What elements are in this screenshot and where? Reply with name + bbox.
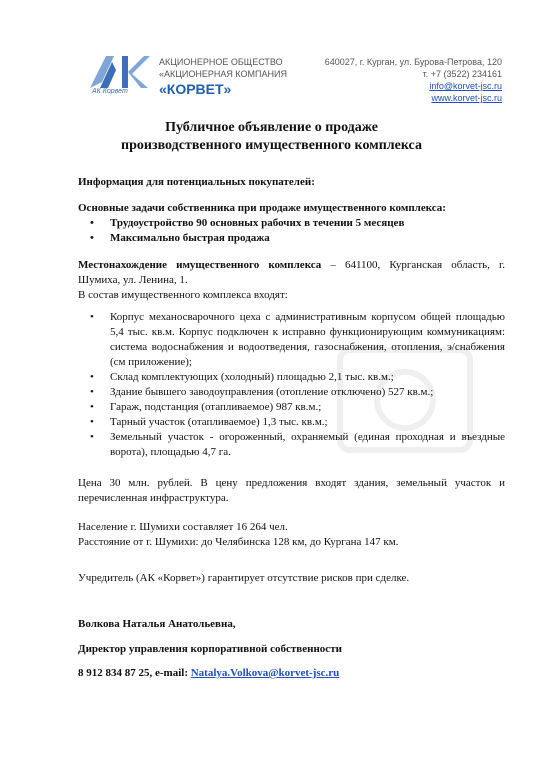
signatory-position: Директор управления корпоративной собственности [78, 643, 342, 655]
company-name: «КОРВЕТ» [159, 81, 232, 97]
location-paragraph [78, 258, 505, 303]
document-title [0, 119, 543, 155]
company-website-link[interactable]: www.korvet-jsc.ru [431, 93, 502, 103]
composition-item: • Корпус механосварочного цеха с административным корпусом общей площадью 5,4 тыс. кв.м. Корпус подключен к исправно функционирующим коммуникациям: система водоснабжения и водоотведения, газоснабжения, отопления, э/снабжения (см приложение); [110, 310, 505, 370]
signatory-phone: 8 912 834 87 25, [78, 667, 153, 679]
letterhead [0, 0, 543, 110]
composition-section [78, 310, 505, 460]
company-block [159, 56, 287, 98]
title-line-2: производственного имущественного комплекса [121, 138, 422, 153]
composition-item: • Земельный участок - огороженный, охраняемый (единая проходная и въездные ворота), площадью 4,7 га. [110, 430, 505, 460]
tasks-heading: Основные задачи собственника при продаже имущественного комплекса: [78, 202, 446, 214]
company-line-1: АКЦИОНЕРНОЕ ОБЩЕСТВО [159, 57, 283, 67]
company-email-link[interactable]: info@korvet-jsc.ru [429, 81, 502, 91]
tasks-section [78, 201, 505, 246]
signatory-name: Волкова Наталья Анатольевна, [78, 618, 236, 630]
location-label: Местонахождение имущественного комплекса [78, 259, 322, 271]
info-heading: Информация для потенциальных покупателей: [78, 176, 315, 188]
tasks-list [78, 216, 505, 246]
signatory-email-link[interactable]: Natalya.Volkova@korvet-jsc.ru [190, 667, 340, 679]
company-phone: т. +7 (3522) 234161 [422, 69, 502, 79]
composition-item: • Гараж, подстанция (отапливаемое) 987 кв.м.; [110, 400, 505, 415]
composition-list [78, 310, 505, 460]
population-text: Население г. Шумихи составляет 16 264 чел. [78, 521, 288, 533]
company-address: 640027, г. Курган, ул. Бурова-Петрова, 120 [324, 57, 502, 67]
logo-caption: АК Корвет [92, 88, 128, 95]
company-line-2: «АКЦИОНЕРНАЯ КОМПАНИЯ [159, 69, 287, 79]
task-item: • Трудоустройство 90 основных рабочих в течении 5 месяцев [110, 216, 505, 231]
composition-item: • Склад комплектующих (холодный) площадью 2,1 тыс. кв.м.; [110, 370, 505, 385]
composition-item: • Здание бывшего заводоуправления (отопление отключено) 527 кв.м.; [110, 385, 505, 400]
guarantee-text: Учредитель (АК «Корвет») гарантирует отсутствие рисков при сделке. [78, 572, 410, 584]
location-text: – 641100, Курганская область, г. Шумиха, ул. Ленина, 1. [78, 259, 505, 286]
title-line-1: Публичное объявление о продаже [165, 120, 378, 135]
signatory-contacts [78, 666, 505, 681]
composition-item: • Тарный участок (отапливаемое) 1,3 тыс. кв.м.; [110, 415, 505, 430]
distance-text: Расстояние от г. Шумихи: до Челябинска 128 км, до Кургана 147 км. [78, 536, 399, 548]
email-label: e-mail: [155, 667, 188, 679]
composition-heading: В состав имущественного комплекса входят: [78, 289, 288, 301]
task-item: • Максимально быстрая продажа [110, 231, 505, 246]
price-paragraph: Цена 30 млн. рублей. В цену предложения входят здания, земельный участок и перечисленная инфраструктура. [78, 477, 505, 504]
contact-block [325, 56, 502, 104]
